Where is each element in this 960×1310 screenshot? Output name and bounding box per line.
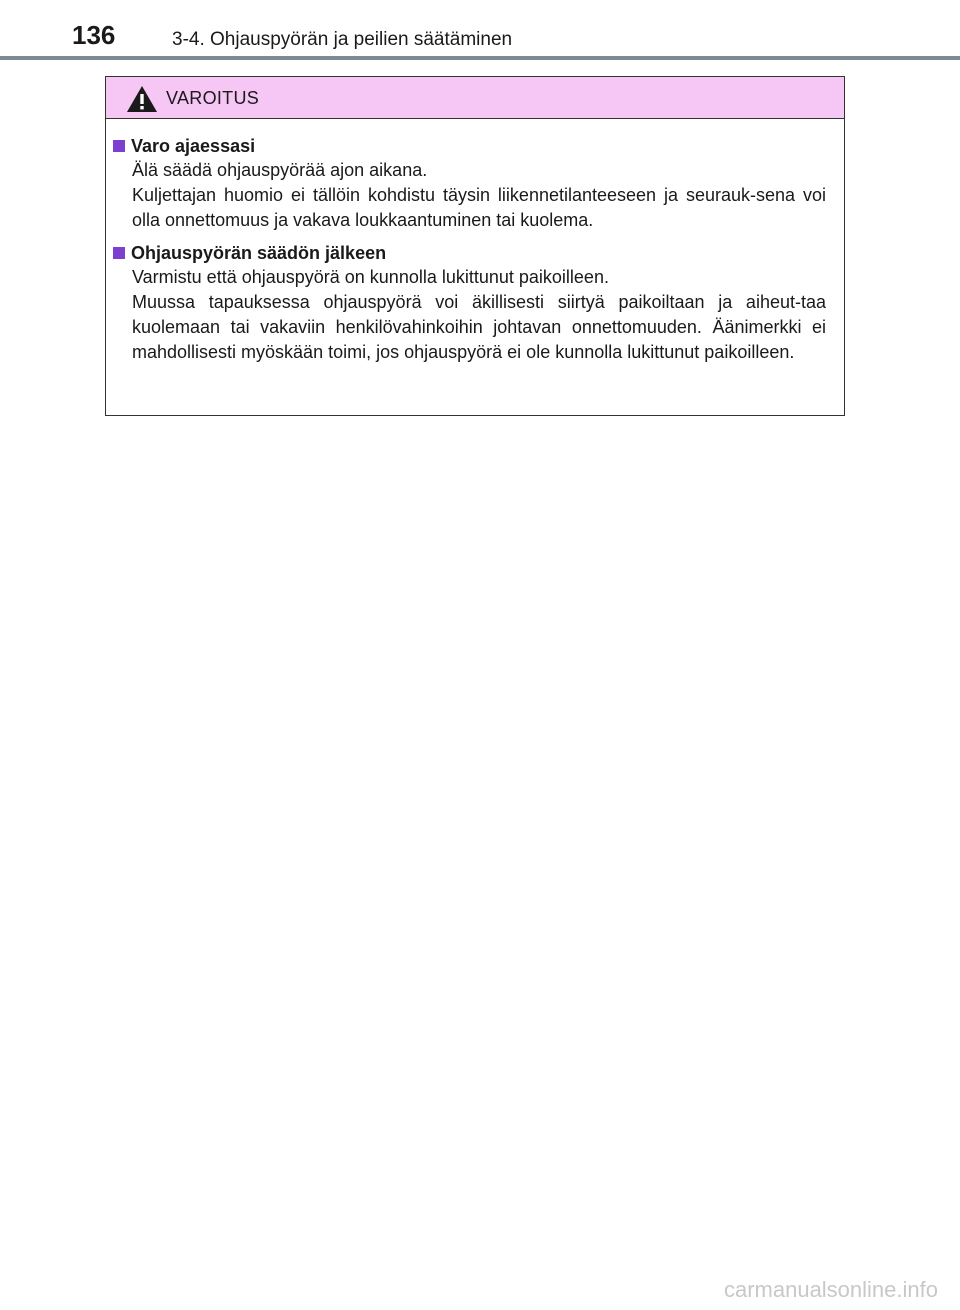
warning-box — [105, 76, 845, 416]
page-number: 136 — [72, 20, 116, 50]
page-header — [0, 0, 960, 60]
warning-label: VAROITUS — [166, 88, 260, 108]
item-paragraph: Kuljettajan huomio ei tällöin kohdistu täysin liikennetilanteeseen ja seurauk-sena voi olla onnettomuus ja vakava loukkaantuminen tai kuolema. — [132, 185, 826, 230]
item-paragraph: Muussa tapauksessa ohjauspyörä voi äkillisesti siirtyä paikoiltaan ja aiheut-taa kuolemaan tai vakaviin henkilövahinkoihin johtavan onnettomuuden. Äänimerkki ei mahdollisesti myöskään toimi, jos ohjauspyörä ei ole kunnolla lukittunut paikoilleen. — [132, 292, 826, 362]
item-text — [113, 265, 826, 365]
item-paragraph: Älä säädä ohjauspyörää ajon aikana. — [132, 160, 428, 180]
item-text — [113, 158, 826, 233]
item-paragraph: Varmistu että ohjauspyörä on kunnolla lukittunut paikoilleen. — [132, 267, 609, 287]
square-bullet-icon — [113, 247, 125, 259]
item-heading — [113, 241, 826, 265]
warning-triangle-icon — [126, 85, 158, 113]
footer-watermark: carmanualsonline.info — [723, 1277, 938, 1302]
section-title: 3-4. Ohjauspyörän ja peilien säätäminen — [172, 29, 513, 50]
warning-item — [113, 241, 826, 365]
item-heading-text: Ohjauspyörän säädön jälkeen — [131, 243, 387, 263]
warning-body — [106, 119, 844, 365]
warning-item — [113, 134, 826, 233]
warning-header — [106, 77, 844, 119]
item-heading — [113, 134, 826, 158]
header-rule — [0, 56, 960, 60]
item-heading-text: Varo ajaessasi — [131, 136, 256, 156]
square-bullet-icon — [113, 140, 125, 152]
